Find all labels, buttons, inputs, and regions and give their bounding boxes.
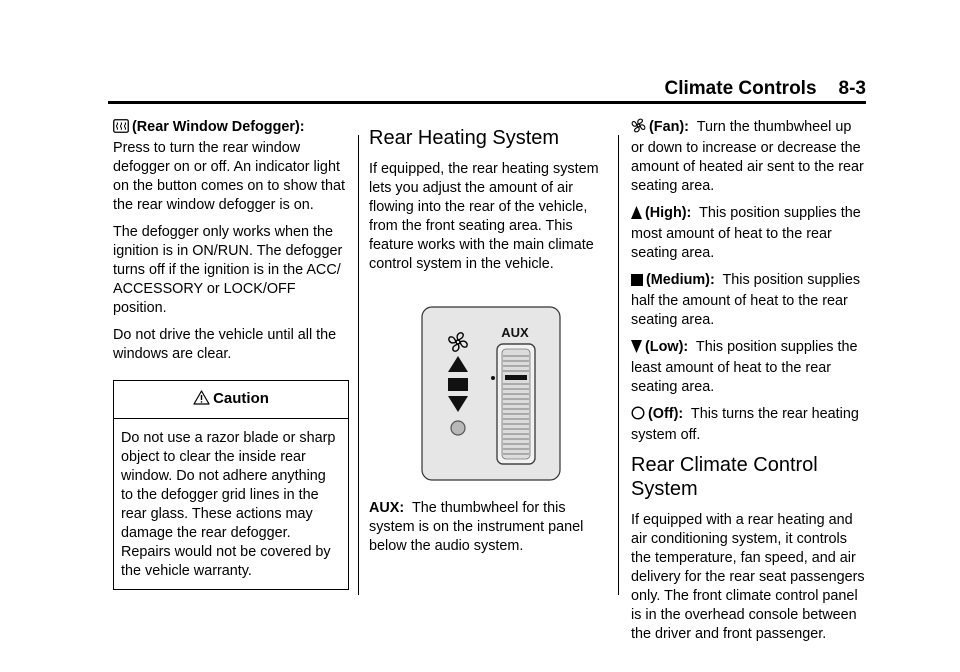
aux-control-panel: [421, 306, 561, 481]
aux-text: The thumbwheel for this system is on the instrument panel below the audio system.: [369, 500, 584, 554]
rear-heating-intro: If equipped, the rear heating system lets you adjust the amount of air flowing into the rear of the vehicle, from the front seating area. This feature works with the main climate control system in the vehicle.: [369, 161, 599, 272]
low-paragraph: [631, 338, 867, 397]
rear-climate-heading: Rear Climate Control System: [631, 454, 818, 500]
page-number: 8-3: [838, 78, 866, 99]
aux-paragraph: [369, 499, 605, 556]
rear-heating-heading: Rear Heating System: [369, 127, 560, 149]
off-circle-icon: [451, 421, 465, 435]
defogger-text: Press to turn the rear window defogger on or off. An indicator light on the button comes on to show that the rear window defogger is on.: [113, 140, 345, 213]
fan-text: Turn the thumbwheel up or down to increase or decrease the amount of heated air sent to the rear seating area.: [631, 119, 864, 194]
high-label: (High):: [645, 205, 692, 221]
defogger-ignition-paragraph: The defogger only works when the ignition is in ON/RUN. The defogger turns off if the ignition is in the ACC/ ACCESSORY or LOCK/OFF position.: [113, 224, 343, 316]
medium-paragraph: [631, 271, 867, 330]
aux-label: AUX:: [369, 500, 405, 516]
medium-label: (Medium):: [646, 272, 715, 288]
medium-square-icon: [448, 378, 468, 391]
column-divider-2: [618, 135, 619, 595]
defogger-label: (Rear Window Defogger):: [132, 119, 305, 135]
aux-control-illustration: [369, 284, 605, 489]
header-rule: [108, 101, 866, 104]
off-text: This turns the rear heating system off.: [631, 406, 859, 443]
header-title: [665, 78, 867, 100]
low-text: This position supplies the least amount of heat to the rear seating area.: [631, 339, 858, 395]
high-paragraph: [631, 204, 867, 263]
rear-climate-paragraph: If equipped with a rear heating and air conditioning system, it controls the temperature, fan speed, and air delivery for the rear seat passengers only. The front climate control panel is in the overhead console between the driver and front passenger.: [631, 512, 865, 642]
low-arrow-icon: [631, 340, 642, 359]
fan-label: (Fan):: [649, 119, 689, 135]
low-label: (Low):: [645, 339, 689, 355]
caution-text: Do not use a razor blade or sharp object to clear the inside rear window. Do not adhere anything to the defogger grid lines in the rear glass. These actions may damage the rear defogger. Repairs would not be covered by the vehicle warranty.: [121, 430, 336, 579]
thumbwheel[interactable]: [497, 344, 535, 464]
warning-triangle-icon: [193, 390, 210, 410]
caution-title: Caution: [213, 390, 269, 407]
column-1: [113, 118, 349, 590]
medium-text: This position supplies half the amount of heat to the rear seating area.: [631, 272, 861, 328]
drive-warning-paragraph: Do not drive the vehicle until all the windows are clear.: [113, 327, 337, 362]
off-paragraph: [631, 405, 867, 445]
caution-box: [113, 380, 349, 590]
fan-paragraph: [631, 118, 867, 196]
high-arrow-icon: [631, 206, 642, 225]
column-2: [369, 118, 605, 564]
column-divider-1: [358, 135, 359, 595]
fan-icon: [631, 118, 646, 139]
page-header: [108, 0, 866, 104]
defogger-paragraph: [113, 118, 349, 215]
caution-header: [114, 381, 348, 419]
section-title: Climate Controls: [664, 78, 817, 99]
panel-aux-label: AUX: [501, 325, 529, 340]
off-label: (Off):: [648, 406, 684, 422]
high-text: This position supplies the most amount of heat to the rear seating area.: [631, 205, 861, 261]
rear-defogger-icon: [113, 119, 129, 139]
column-3: [631, 118, 867, 652]
indicator-dot: [491, 376, 495, 380]
off-circle-icon: [631, 406, 645, 426]
medium-square-icon: [631, 273, 643, 292]
